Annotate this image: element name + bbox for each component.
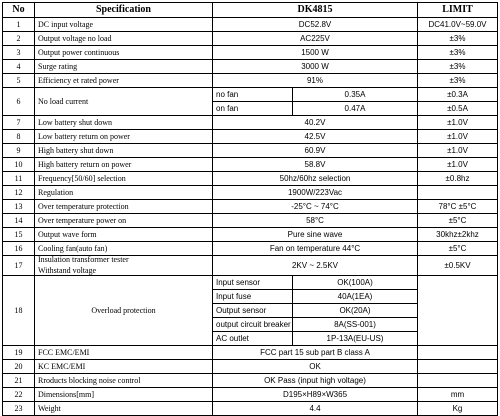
spec-value: 60.9V: [213, 144, 418, 158]
spec-limit: [418, 346, 498, 360]
spec-value: 42.5V: [213, 130, 418, 144]
spec-label: Rroducts blocking noise control: [35, 374, 213, 388]
spec-label: Low battery return on power: [35, 130, 213, 144]
table-row: [3, 18, 498, 32]
spec-label: No load current: [35, 88, 213, 116]
spec-label: High battery return on power: [35, 158, 213, 172]
sub-label: output circuit breaker: [213, 318, 293, 332]
spec-limit: ±0.3A: [418, 88, 498, 102]
spec-value: 0.35A: [293, 88, 418, 102]
spec-limit: ±3%: [418, 46, 498, 60]
table-row: [3, 74, 498, 88]
spec-table: [2, 2, 498, 416]
header-specification: Specification: [35, 3, 213, 18]
table-row: [3, 214, 498, 228]
table-row: [3, 242, 498, 256]
header-no: No: [3, 3, 35, 18]
spec-label: Weight: [35, 402, 213, 416]
row-number: 16: [3, 242, 35, 256]
spec-value: 8A(SS-001): [293, 318, 418, 332]
spec-limit: [418, 186, 498, 200]
spec-label: Output wave form: [35, 228, 213, 242]
spec-value: -25°C ~ 74°C: [213, 200, 418, 214]
header-model: DK4815: [213, 3, 418, 18]
spec-limit: ±0.5A: [418, 102, 498, 116]
spec-value: OK Pass (input high voltage): [213, 374, 418, 388]
row-number: 3: [3, 46, 35, 60]
table-row: [3, 46, 498, 60]
spec-value: 4.4: [213, 402, 418, 416]
header-row: [3, 3, 498, 18]
spec-value: OK(100A): [293, 276, 418, 290]
row-number: 20: [3, 360, 35, 374]
sub-label: AC outlet: [213, 332, 293, 346]
row-number: 17: [3, 256, 35, 276]
spec-label: Cooling fan(auto fan): [35, 242, 213, 256]
row-number: 11: [3, 172, 35, 186]
table-row: [3, 228, 498, 242]
row-number: 8: [3, 130, 35, 144]
row-number: 5: [3, 74, 35, 88]
spec-value: D195×H89×W365: [213, 388, 418, 402]
table-row: [3, 374, 498, 388]
spec-value: 40.2V: [213, 116, 418, 130]
table-row: [3, 172, 498, 186]
spec-limit: ±1.0V: [418, 158, 498, 172]
row-number: 7: [3, 116, 35, 130]
spec-limit: ±1.0V: [418, 130, 498, 144]
spec-value: 91%: [213, 74, 418, 88]
spec-label: Over temperature protection: [35, 200, 213, 214]
row-number: 2: [3, 32, 35, 46]
row-number: 21: [3, 374, 35, 388]
spec-limit: ±0.5KV: [418, 256, 498, 276]
table-row: [3, 388, 498, 402]
row-number: 6: [3, 88, 35, 116]
spec-value: FCC part 15 sub part B class A: [213, 346, 418, 360]
table-row: [3, 402, 498, 416]
spec-limit: ±1.0V: [418, 116, 498, 130]
spec-value: DC52.8V: [213, 18, 418, 32]
table-row: [3, 88, 498, 102]
table-row: [3, 360, 498, 374]
spec-value: 2KV ~ 2.5KV: [213, 256, 418, 276]
spec-value: OK(20A): [293, 304, 418, 318]
spec-limit: ±5°C: [418, 214, 498, 228]
row-number: 9: [3, 144, 35, 158]
spec-limit: ±3%: [418, 74, 498, 88]
spec-label: Surge rating: [35, 60, 213, 74]
table-row: [3, 144, 498, 158]
sub-label: no fan: [213, 88, 293, 102]
spec-label-line: Insulation transformer tester: [38, 255, 129, 264]
spec-label: FCC EMC/EMI: [35, 346, 213, 360]
row-number: 1: [3, 18, 35, 32]
spec-value: 50hz/60hz selection: [213, 172, 418, 186]
row-number: 22: [3, 388, 35, 402]
spec-limit: mm: [418, 388, 498, 402]
sub-label: Input sensor: [213, 276, 293, 290]
spec-limit: 78°C ±5°C: [418, 200, 498, 214]
spec-value: Fan on temperature 44°C: [213, 242, 418, 256]
spec-label: Overload protection: [35, 276, 213, 346]
spec-label-line: Withstand voltage: [38, 266, 97, 275]
spec-value: 58.8V: [213, 158, 418, 172]
spec-limit: DC41.0V~59.0V: [418, 18, 498, 32]
spec-value: Pure sine wave: [213, 228, 418, 242]
table-row: [3, 130, 498, 144]
spec-value: 40A(1EA): [293, 290, 418, 304]
spec-label: Frequency[50/60] selection: [35, 172, 213, 186]
spec-label: Dimensions[mm]: [35, 388, 213, 402]
spec-label: [35, 256, 213, 276]
spec-value: 3000 W: [213, 60, 418, 74]
spec-limit: ±1.0V: [418, 144, 498, 158]
spec-label: High battery shut down: [35, 144, 213, 158]
sub-label: Output sensor: [213, 304, 293, 318]
spec-limit: ±0.8hz: [418, 172, 498, 186]
spec-limit: ±3%: [418, 32, 498, 46]
header-limit: LIMIT: [418, 3, 498, 18]
spec-value: 1900W/223Vac: [213, 186, 418, 200]
spec-label: Output power continuous: [35, 46, 213, 60]
spec-label: Over temperature power on: [35, 214, 213, 228]
row-number: 10: [3, 158, 35, 172]
spec-label: Regulation: [35, 186, 213, 200]
row-number: 13: [3, 200, 35, 214]
row-number: 4: [3, 60, 35, 74]
row-number: 14: [3, 214, 35, 228]
spec-limit: ±3%: [418, 60, 498, 74]
table-row: [3, 200, 498, 214]
sub-label: on fan: [213, 102, 293, 116]
spec-limit: 30khz±2khz: [418, 228, 498, 242]
row-number: 23: [3, 402, 35, 416]
spec-limit: ±5°C: [418, 242, 498, 256]
spec-value: 58°C: [213, 214, 418, 228]
row-number: 12: [3, 186, 35, 200]
table-row: [3, 346, 498, 360]
spec-label: Low battery shut down: [35, 116, 213, 130]
spec-limit: [418, 360, 498, 374]
spec-label: Output voltage no load: [35, 32, 213, 46]
table-row: [3, 186, 498, 200]
spec-value: 1500 W: [213, 46, 418, 60]
spec-label: DC input voltage: [35, 18, 213, 32]
spec-value: 0.47A: [293, 102, 418, 116]
spec-limit: Kg: [418, 402, 498, 416]
table-row: [3, 256, 498, 276]
spec-label: KC EMC/EMI: [35, 360, 213, 374]
spec-limit: [418, 276, 498, 346]
row-number: 15: [3, 228, 35, 242]
spec-value: 1P-13A(EU-US): [293, 332, 418, 346]
spec-limit: [418, 374, 498, 388]
spec-value: OK: [213, 360, 418, 374]
table-row: [3, 32, 498, 46]
table-row: [3, 276, 498, 290]
table-row: [3, 60, 498, 74]
spec-value: AC225V: [213, 32, 418, 46]
table-row: [3, 116, 498, 130]
sub-label: Input fuse: [213, 290, 293, 304]
row-number: 18: [3, 276, 35, 346]
table-row: [3, 158, 498, 172]
spec-label: Efficiency et rated power: [35, 74, 213, 88]
row-number: 19: [3, 346, 35, 360]
